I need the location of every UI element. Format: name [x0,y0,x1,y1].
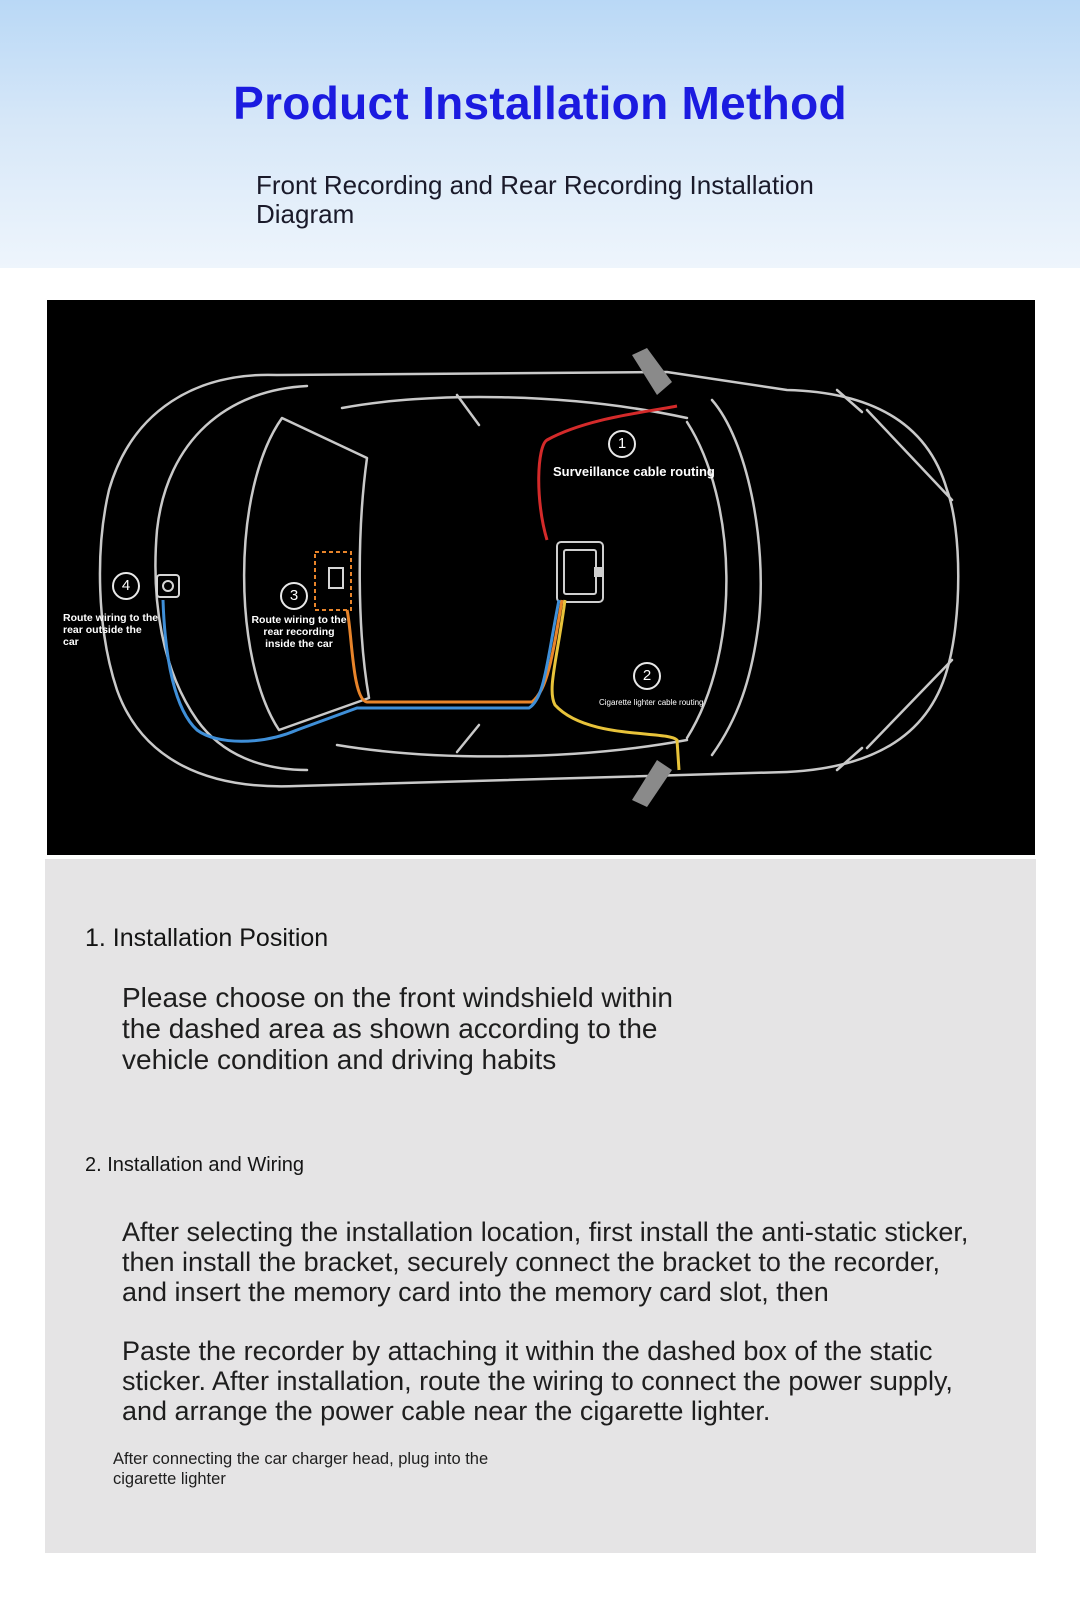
step-1-label: Surveillance cable routing [553,464,715,479]
car-body-outline [100,372,958,786]
front-dashcam-unit [557,542,603,602]
section1-text: Please choose on the front windshield within the dashed area as shown according to the vehicle condition and driving habits [122,982,674,1075]
rear-camera-inside [329,568,343,588]
step-2-marker: 2 [633,662,661,690]
car-outline-illustration [47,300,1035,855]
page-subtitle: Front Recording and Rear Recording Installation Diagram [256,170,814,229]
section2-note: After connecting the car charger head, plug into the cigarette lighter [113,1450,489,1488]
section2-paragraph1: After selecting the installation location, first install the anti-static sticker, then install the bracket, securely connect the bracket to the recorder, and insert the memory card into the memory card slot, then [122,1217,969,1307]
installation-diagram [47,300,1035,855]
section2-paragraph2: Paste the recorder by attaching it within the dashed box of the static sticker. After installation, route the wiring to connect the power supply, and arrange the power cable near the cigarette lighter. [122,1336,953,1426]
step-4-label: Route wiring to the rear outside the car [63,612,159,648]
rear-recording-inside-cable [347,600,562,702]
step-3-label: Route wiring to the rear recording inside the car [251,614,347,650]
step-2-label: Cigarette lighter cable routing [599,698,704,707]
section2-heading: 2. Installation and Wiring [85,1154,305,1176]
section1-heading: 1. Installation Position [85,924,329,952]
instructions-panel [45,859,1036,1553]
mirror-bottom [632,760,672,807]
step-4-marker: 4 [112,572,140,600]
rear-camera-outside [157,575,179,597]
step-3-marker: 3 [280,582,308,610]
page-header [0,0,1080,268]
page-title: Product Installation Method [233,77,847,129]
rear-recording-dashed-area [315,552,351,610]
step-1-marker: 1 [608,430,636,458]
